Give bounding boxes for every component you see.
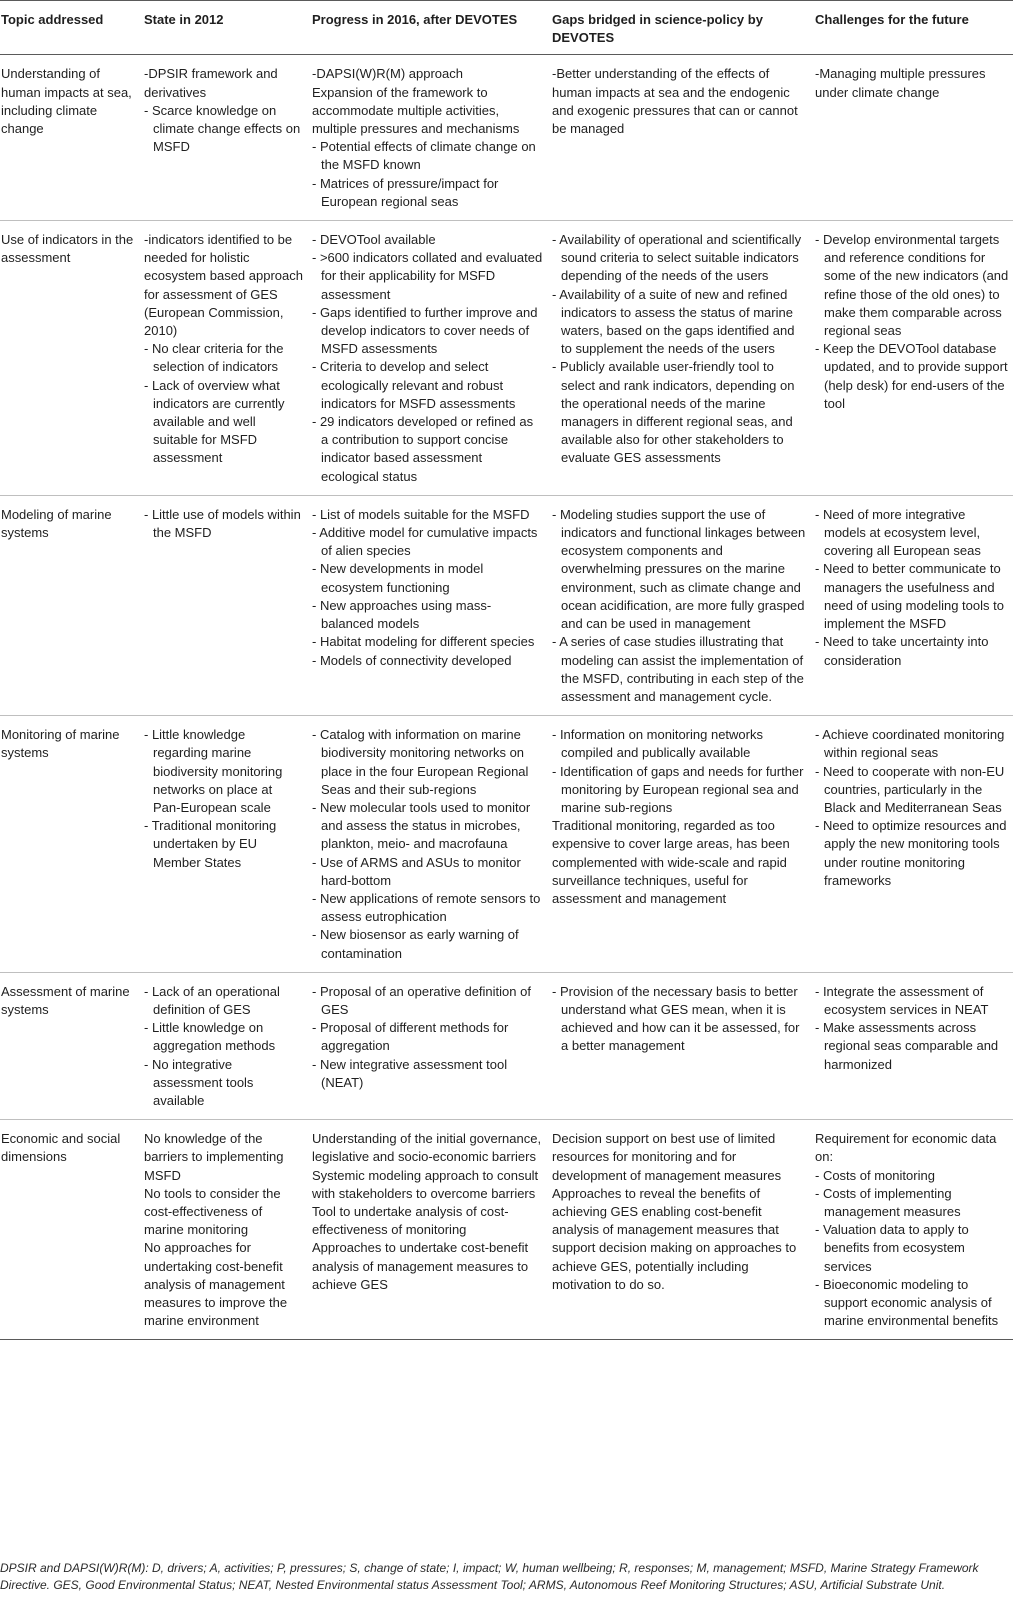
progress-2016-cell [307, 495, 547, 715]
cell-item: - Lack of overview what indicators are currently available and well suitable for MSFD assessment [144, 377, 285, 466]
table-row [0, 55, 1013, 221]
cell-item: -DAPSI(W)R(M) approach [312, 66, 463, 82]
cell-item: - Potential effects of climate change on the MSFD known [312, 139, 536, 173]
cell-item: - Publicly available user-friendly tool to select and rank indicators, depending on the operational needs of the marine managers in different regional seas, and available also for other stakeholders to evaluate GES assessments [552, 359, 795, 466]
cell-item: - New molecular tools used to monitor and assess the status in microbes, plankton, meio- and macrofauna [312, 799, 531, 852]
challenges-cell [810, 221, 1013, 496]
cell-item: No approaches for undertaking cost-benefit analysis of management measures to improve the marine environment [144, 1240, 288, 1329]
state-2012-cell [139, 55, 307, 221]
cell-item: No tools to consider the cost-effectiveness of marine monitoring [144, 1185, 281, 1238]
cell-item: - Modeling studies support the use of indicators and functional linkages between ecosystem components and overwhelming pressures on the marine environment, such as climate change and ocean acidification, are more fully grasped and can be used in management [552, 506, 806, 632]
cell-item: - Catalog with information on marine biodiversity monitoring networks on place in the four European Regional Seas and their sub-regions [312, 727, 529, 797]
cell-item: Understanding of the initial governance, legislative and socio-economic barriers [312, 1131, 542, 1165]
cell-item: - New integrative assessment tool (NEAT) [312, 1056, 508, 1090]
gaps-bridged-cell [547, 972, 810, 1119]
topic-cell: Modeling of marine systems [0, 495, 139, 715]
table-header [0, 1, 1013, 55]
state-2012-cell [139, 1120, 307, 1340]
challenges-cell [810, 495, 1013, 715]
cell-item: - Develop environmental targets and reference conditions for some of the new indicators (and refine those of the old ones) to make them comparable across regional seas [815, 232, 1009, 339]
cell-item: - Traditional monitoring undertaken by EU Member States [144, 818, 277, 870]
progress-2016-cell [307, 972, 547, 1119]
header-state-2012: State in 2012 [139, 1, 307, 55]
cell-item: - Need to optimize resources and apply the new monitoring tools under routine monitoring frameworks [815, 818, 1007, 888]
cell-item: - >600 indicators collated and evaluated for their applicability for MSFD assessment [312, 250, 543, 302]
progress-2016-cell [307, 716, 547, 973]
cell-item: - DEVOTool available [312, 232, 436, 248]
cell-item: - Additive model for cumulative impacts of alien species [312, 525, 538, 559]
cell-item: - Make assessments across regional seas comparable and harmonized [815, 1020, 999, 1072]
cell-item: - Costs of implementing management measures [815, 1185, 961, 1219]
cell-item: Decision support on best use of limited resources for monitoring and for development of management measures [552, 1131, 782, 1183]
cell-item: Systemic modeling approach to consult with stakeholders to overcome barriers [312, 1167, 539, 1201]
cell-item: - Little knowledge on aggregation methods [144, 1020, 276, 1054]
challenges-cell [810, 55, 1013, 221]
table-row [0, 1120, 1013, 1340]
cell-item: No knowledge of the barriers to implementing MSFD [144, 1131, 284, 1183]
cell-item: - New developments in model ecosystem functioning [312, 561, 484, 595]
cell-item: - Valuation data to apply to benefits from ecosystem services [815, 1222, 969, 1274]
cell-item: - Proposal of different methods for aggregation [312, 1020, 509, 1054]
cell-item: - Use of ARMS and ASUs to monitor hard-bottom [312, 854, 521, 888]
cell-item: - Criteria to develop and select ecologically relevant and robust indicators for MSFD assessments [312, 359, 516, 411]
cell-item: - 29 indicators developed or refined as a contribution to support concise indicator based assessment ecological status [312, 414, 534, 484]
cell-item: Expansion of the framework to accommodate multiple activities, multiple pressures and mechanisms [312, 84, 520, 137]
topic-cell: Use of indicators in the assessment [0, 221, 139, 496]
cell-item: - No clear criteria for the selection of indicators [144, 341, 284, 375]
state-2012-cell [139, 221, 307, 496]
cell-item: - Lack of an operational definition of GES [144, 983, 280, 1017]
table-row [0, 972, 1013, 1119]
table-row [0, 495, 1013, 715]
cell-item: - Little knowledge regarding marine biodiversity monitoring networks on place at Pan-European scale [144, 727, 283, 815]
challenges-cell [810, 972, 1013, 1119]
progress-2016-cell [307, 1120, 547, 1340]
cell-item: -Better understanding of the effects of human impacts at sea and the endogenic and exogenic pressures that can or cannot be managed [552, 66, 798, 137]
header-row [0, 1, 1013, 55]
cell-item: - Costs of monitoring [815, 1167, 935, 1183]
cell-item: Traditional monitoring, regarded as too expensive to cover large areas, has been complemented with wide-scale and rapid surveillance techniques, useful for assessment and management [552, 818, 790, 906]
gaps-bridged-cell [547, 1120, 810, 1340]
cell-item: - Habitat modeling for different species [312, 634, 535, 650]
topic-cell: Understanding of human impacts at sea, including climate change [0, 55, 139, 221]
topic-cell: Assessment of marine systems [0, 972, 139, 1119]
gaps-bridged-cell [547, 716, 810, 973]
cell-item: Tool to undertake analysis of cost-effectiveness of monitoring [312, 1203, 509, 1238]
cell-item: Requirement for economic data on: [815, 1131, 997, 1165]
challenges-cell [810, 1120, 1013, 1340]
cell-item: -DPSIR framework and derivatives [144, 66, 278, 100]
cell-item: - Little use of models within the MSFD [144, 506, 301, 541]
cell-item: - Availability of a suite of new and refined indicators to assess the status of marine waters, based on the gaps identified and to supplement the needs of the users [552, 286, 795, 357]
challenges-cell [810, 716, 1013, 973]
cell-item: - Availability of operational and scientifically sound criteria to select suitable indicators depending of the needs of the users [552, 232, 802, 284]
cell-item: - Matrices of pressure/impact for European regional seas [312, 175, 499, 209]
cell-item: - Achieve coordinated monitoring within regional seas [815, 727, 1005, 761]
cell-item: -Managing multiple pressures under climate change [815, 66, 986, 100]
cell-item: - List of models suitable for the MSFD [312, 506, 530, 522]
progress-2016-cell [307, 221, 547, 496]
cell-item: - Gaps identified to further improve and develop indicators to cover needs of MSFD assessments [312, 304, 538, 357]
cell-item: - A series of case studies illustrating that modeling can assist the implementation of the MSFD, contributing in each step of the assessment and management cycle. [552, 634, 804, 704]
state-2012-cell [139, 972, 307, 1119]
cell-item: - New approaches using mass-balanced models [312, 597, 492, 632]
state-2012-cell [139, 716, 307, 973]
header-challenges: Challenges for the future [810, 1, 1013, 55]
cell-item: - New applications of remote sensors to assess eutrophication [312, 890, 541, 925]
cell-item: - Need to better communicate to managers the usefulness and need of using modeling tools to implement the MSFD [815, 561, 1004, 632]
table-body [0, 55, 1013, 1340]
cell-item: - Integrate the assessment of ecosystem services in NEAT [815, 983, 989, 1017]
table-row [0, 221, 1013, 496]
cell-item: Approaches to undertake cost-benefit analysis of management measures to achieve GES [312, 1240, 529, 1292]
cell-item: - Need to cooperate with non-EU countries, particularly in the Black and Mediterranean Seas [815, 763, 1005, 815]
gaps-bridged-cell [547, 55, 810, 221]
cell-item: - New biosensor as early warning of contamination [312, 927, 519, 961]
cell-item: - Identification of gaps and needs for further monitoring by European regional sea and marine sub-regions [552, 763, 804, 815]
header-topic: Topic addressed [0, 1, 139, 55]
cell-item: - Bioeconomic modeling to support economic analysis of marine environmental benefits [815, 1276, 999, 1329]
state-2012-cell [139, 495, 307, 715]
cell-item: - Need to take uncertainty into consideration [815, 634, 989, 668]
progress-2016-cell [307, 55, 547, 221]
gaps-bridged-cell [547, 221, 810, 496]
cell-item: - Scarce knowledge on climate change effects on MSFD [144, 102, 301, 155]
header-gaps-bridged: Gaps bridged in science-policy by DEVOTES [547, 1, 810, 55]
header-progress-2016: Progress in 2016, after DEVOTES [307, 1, 547, 55]
gaps-bridged-cell [547, 495, 810, 715]
table-row [0, 716, 1013, 973]
cell-item: - Proposal of an operative definition of GES [312, 983, 531, 1017]
cell-item: - Keep the DEVOTool database updated, and to provide support (help desk) for end-users of the tool [815, 341, 1008, 411]
cell-item: - Provision of the necessary basis to better understand what GES mean, when it is achieved and how can it be assessed, for a better management [552, 983, 800, 1054]
cell-item: - Models of connectivity developed [312, 652, 512, 668]
cell-item: - Information on monitoring networks compiled and publically available [552, 727, 763, 761]
cell-item: -indicators identified to be needed for holistic ecosystem based approach for assessment of GES (European Commission, 2010) [144, 232, 303, 339]
topic-cell: Economic and social dimensions [0, 1120, 139, 1340]
table-footnote: DPSIR and DAPSI(W)R(M): D, drivers; A, activities; P, pressures; S, change of state; I, impact; W, human wellbeing; R, responses; M, management; MSFD, Marine Strategy Framework Directive. GES, Good Environmental Status; NEAT, Nested Environmental status Assessment Tool; ARMS, Autonomous Reef Monitoring Structures; ASU, Artificial Substrate Unit. [0, 1561, 979, 1592]
cell-item: - No integrative assessment tools available [144, 1056, 254, 1108]
cell-item: Approaches to reveal the benefits of achieving GES enabling cost-benefit analysis of management measures that support decision making on approaches to achieve GES, potentially including motivation to do so. [552, 1185, 797, 1292]
topic-cell: Monitoring of marine systems [0, 716, 139, 973]
cell-item: - Need of more integrative models at ecosystem level, covering all European seas [815, 506, 981, 559]
